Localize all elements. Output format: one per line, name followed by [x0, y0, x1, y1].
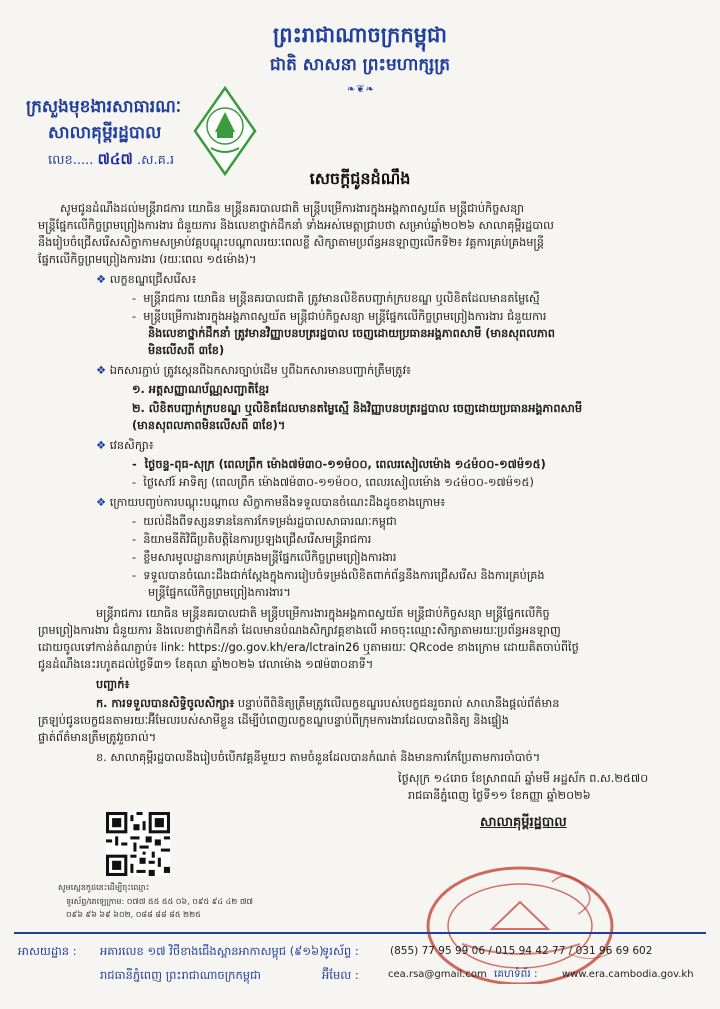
outcome-item-3: - ខ្លឹមសារមូលដ្ឋានការគ្រប់គ្រងមន្ត្រីផ្នែកលើកិច្ចព្រមព្រៀងការងារ — [132, 551, 397, 564]
registration-line-1: មន្ត្រីរាជការ យោធិន មន្ត្រីនគរបាលជាតិ មន្ត្រីបម្រើការងារក្នុងអង្គភាពស្វយ័ត មន្ត្រីជាប់កិច្ចសន្យា មន្ត្រីផ្នែកលើកិច្ច — [96, 607, 550, 620]
footer-address-label: អាសយដ្ឋាន : — [18, 944, 77, 958]
footer-phone: (855) 77 95 99 06 / 015 94 42 77 / 031 96 69 602 — [390, 945, 653, 957]
diamond-bullet-icon: ❖ — [96, 273, 110, 286]
document-title: សេចក្តីជូនដំណឹង — [309, 169, 411, 188]
document-item-1: ១. អត្តសញ្ញាណប័ណ្ណសញ្ជាតិខ្មែរ — [132, 383, 270, 396]
document-item-2: ២. លិខិតបញ្ជាក់ក្របខណ្ឌ ឬលិខិតដែលមានតម្លៃស្មើ និងវិញ្ញាបនបត្ររដ្ឋបាល ចេញដោយប្រធានអង្គភាពសាមី — [132, 402, 582, 415]
registration-line-3: ដោយចូលទៅកាន់តំណភ្ជាប់៖ link: https://go.gov.kh/era/lctrain26 ឬតាមរយៈ QRcode ខាងក្រោម ដោយគិតចាប់ពីថ្ងៃ — [38, 641, 579, 654]
school-name: សាលាគុម្ពីរដ្ឋបាល — [48, 123, 162, 143]
footer-website[interactable]: www.era.cambodia.gov.kh — [562, 969, 694, 980]
intro-line-1: សូមជូនដំណឹងដល់មន្ត្រីរាជការ យោធិន មន្ត្រីនគរបាលជាតិ មន្ត្រីបម្រើការងារក្នុងអង្គភាពស្វយ័ត មន្ត្រីជាប់កិច្ចសន្យា — [60, 202, 525, 215]
schedule-item-1: - ថ្ងៃចន្ទ-ពុធ-សុក្រ (ពេលព្រឹក ម៉ោង៧ម៉៣០-១១ម៉០០, ពេលរសៀលម៉ោង ១៤ម៉០០-១៧ម៉១៥) — [132, 458, 546, 471]
footer-web-label: គេហទំព័រ : — [494, 968, 538, 980]
section-outcomes-heading: ❖ ក្រោយបញ្ចប់ការបណ្តុះបណ្តាល សិក្ខាកាមនឹងទទួលបានចំណេះដឹងដូចខាងក្រោម៖ — [96, 496, 446, 509]
note-b: ខ. សាលាគុម្ពីរដ្ឋបាលនឹងរៀបចំបើកវគ្គនីមួយៗ តាមចំនួនដែលបានកំណត់ និងមានការកែប្រែតាមការចាំបាច់។ — [96, 751, 541, 764]
outcome-item-1: - យល់ដឹងពីទស្សនទាននៃការកែទម្រង់រដ្ឋបាលសាធារណៈកម្ពុជា — [132, 515, 397, 528]
note-a-line-2: ត្រឡប់ជូនបេក្ខជនតាមរយៈអ៊ីមែលរបស់សាមីខ្លួន ដើម្បីបំពេញលក្ខខណ្ឌបន្ទាប់ពីក្រុមការងារដែលបានពិនិត្យ និងផ្ទៀង — [38, 714, 509, 727]
ministry-name: ក្រសួងមុខងារសាធារណៈ — [26, 97, 182, 117]
registration-link[interactable]: https://go.gov.kh/era/lctrain26 — [188, 641, 360, 654]
footer-phone-label: ទូរស័ព្ទ : — [322, 944, 359, 958]
document-item-2-cont: (មានសុពលភាពមិនលើសពី ៣ខែ)។ — [132, 419, 286, 432]
national-motto: ជាតិ សាសនា ព្រះមហាក្សត្រ — [269, 55, 451, 75]
outcome-item-4-cont: មន្ត្រីផ្នែកលើកិច្ចព្រមព្រៀងការងារ។ — [148, 586, 291, 599]
section-eligibility-heading: ❖ លក្ខខណ្ឌជ្រើសរើស៖ — [96, 273, 197, 286]
note-a-line-1: ក. ការទទួលបានសិទ្ធិចូលសិក្សា៖ បន្ទាប់ពីពិនិត្យត្រឹមត្រូវលើលក្ខខណ្ឌរបស់បេក្ខជនរួចរាល់ សាលានឹងផ្តល់ព័ត៌មាន — [96, 697, 560, 710]
kingdom-title: ព្រះរាជាណាចក្រកម្ពុជា — [272, 23, 447, 47]
diamond-bullet-icon: ❖ — [96, 364, 110, 377]
registration-link-label: link: — [160, 641, 185, 654]
qr-caption: សូមស្កេនកូដនេះដើម្បីចុះឈ្មោះ — [58, 883, 150, 892]
ref-label: លេខ — [48, 153, 73, 168]
footer-divider — [14, 932, 706, 934]
registration-deadline: ជូនដំណឹងនេះរហូតដល់ថ្ងៃទី៣១ ខែតុលា ឆ្នាំ២០២៦ វេលាម៉ោង ១៧ម៉៣០នាទី។ — [38, 658, 374, 671]
note-a-label: ក. ការទទួលបានសិទ្ធិចូលសិក្សា៖ — [96, 697, 235, 710]
footer-email[interactable]: cea.rsa@gmail.com — [388, 969, 487, 980]
school-logo-icon — [193, 86, 257, 176]
section-schedule-heading: ❖ វេនសិក្សា៖ — [96, 439, 154, 452]
schedule-item-2: - ថ្ងៃសៅរ៍ អាទិត្យ (ពេលព្រឹក ម៉ោង៧ម៉៣០-១១ម៉០០, ពេលរសៀលម៉ោង ១៤ម៉០០-១៧ម៉១៥) — [132, 476, 534, 489]
contact-line-1: ទូរស័ព្ទ/តេឡេក្រាម: ០៧៧ ៥៥ ៥៥ ០៦, ០៩៥ ៩៤ ៤២ ៧៧ — [66, 897, 253, 906]
date-lunar: ថ្ងៃសុក្រ ១៤រោច ខែស្រាពណ៍ ឆ្នាំមមី អដ្ឋស័ក ព.ស.២៥៧០ — [398, 772, 649, 785]
footer-email-label: អ៊ីមែល : — [322, 968, 359, 982]
eligibility-item-1: - មន្ត្រីរាជការ យោធិន មន្ត្រីនគរបាលជាតិ ត្រូវមានលិខិតបញ្ជាក់ក្របខណ្ឌ ឬលិខិតដែលមានតម្លៃស្មើ — [132, 292, 540, 305]
ref-suffix: .ស.គ.រ — [136, 153, 175, 168]
intro-line-4: ផ្នែកលើកិច្ចព្រមព្រៀងការងារ (រយៈពេល ១៥ម៉ោង)។ — [38, 253, 257, 266]
intro-line-3: នឹងរៀបចំជ្រើសរើសសិក្ខាកាមសម្រាប់វគ្គបណ្តុះបណ្តាលរយៈពេលខ្លី សិក្សាតាមប្រព័ន្ធអនឡាញលើកទី២៖ វគ្គការគ្រប់គ្រងមន្ត្រី — [38, 236, 544, 249]
intro-line-2: មន្ត្រីផ្នែកលើកិច្ចព្រមព្រៀងការងារ ជំនួយការ និងលេខាថ្នាក់ដឹកនាំ ទាំងអស់មេត្តាជ្រាបថា សម្រាប់ឆ្នាំ២០២៦ សាលាគុម្ពីរដ្ឋបាល — [38, 219, 554, 232]
outcome-item-4: - ទទួលបានចំណេះដឹងជាក់ស្តែងក្នុងការរៀបចំទម្រង់លិខិតពាក់ព័ន្ធនឹងការជ្រើសរើស និងការគ្រប់គ្រង — [132, 569, 545, 582]
diamond-bullet-icon: ❖ — [96, 496, 110, 509]
eligibility-item-2-cont2: មិនលើសពី ៣ខែ) — [148, 344, 225, 357]
ornament-divider: ❧❦❧ — [346, 84, 376, 95]
note-a-line-3: ផ្ទាត់ព័ត៌មានត្រឹមត្រូវរួចរាល់។ — [38, 731, 157, 744]
section-documents-heading: ❖ ឯកសារភ្ជាប់ ត្រូវស្កេនពីឯកសារច្បាប់ដើម ឬពីឯកសារមានបញ្ជាក់ត្រឹមត្រូវ៖ — [96, 364, 412, 377]
footer-address-line-1: អគារលេខ ១៧ វិថីខាងជើងស្ពានអាកាសម្ពុជ (៩១៦) — [100, 944, 324, 958]
signer-name: សាលាគុម្ពីរដ្ឋបាល — [480, 815, 567, 830]
eligibility-item-2: - មន្ត្រីបម្រើការងារក្នុងអង្គភាពស្វយ័ត មន្ត្រីជាប់កិច្ចសន្យា មន្ត្រីផ្នែកលើកិច្ចព្រមព្រៀងការងារ ជំនួយការ — [132, 310, 547, 323]
qr-code-icon[interactable] — [106, 812, 170, 876]
outcome-item-2: - និយាមនីតិវិធីប្រតិបត្តិនៃការប្រឡងជ្រើសរើសមន្ត្រីរាជការ — [132, 533, 372, 546]
reference-number: លេខ..... ៧៤៧ .ស.គ.រ — [48, 150, 175, 168]
notes-heading: បញ្ជាក់៖ — [96, 678, 130, 691]
diamond-bullet-icon: ❖ — [96, 439, 110, 452]
date-solar: រាជធានីភ្នំពេញ ថ្ងៃទី១១ ខែកញ្ញា ឆ្នាំ២០២៦ — [408, 789, 591, 802]
footer-address-line-2: រាជធានីភ្នំពេញ ព្រះរាជាណាចក្រកម្ពុជា — [100, 968, 261, 982]
official-stamp-icon — [402, 834, 650, 984]
registration-line-2: ព្រមព្រៀងការងារ ជំនួយការ និងលេខាថ្នាក់ដឹកនាំ ដែលមានបំណងសិក្សាវគ្គខាងលើ អាចចុះឈ្មោះសិក្សាតាមរយៈប្រព័ន្ធអនឡាញ — [38, 624, 561, 637]
contact-line-2: ០៩៦ ៩៦ ៦៩ ៦០២, ០៨៨ ៨៨ ៨៥ ២២៥ — [66, 910, 201, 919]
ref-number: ៧៤៧ — [97, 150, 133, 168]
eligibility-item-2-cont: និងលេខាថ្នាក់ដឹកនាំ ត្រូវមានវិញ្ញាបនបត្ររដ្ឋបាល ចេញដោយប្រធានអង្គភាពសាមី (មានសុពលភាព — [148, 327, 555, 340]
